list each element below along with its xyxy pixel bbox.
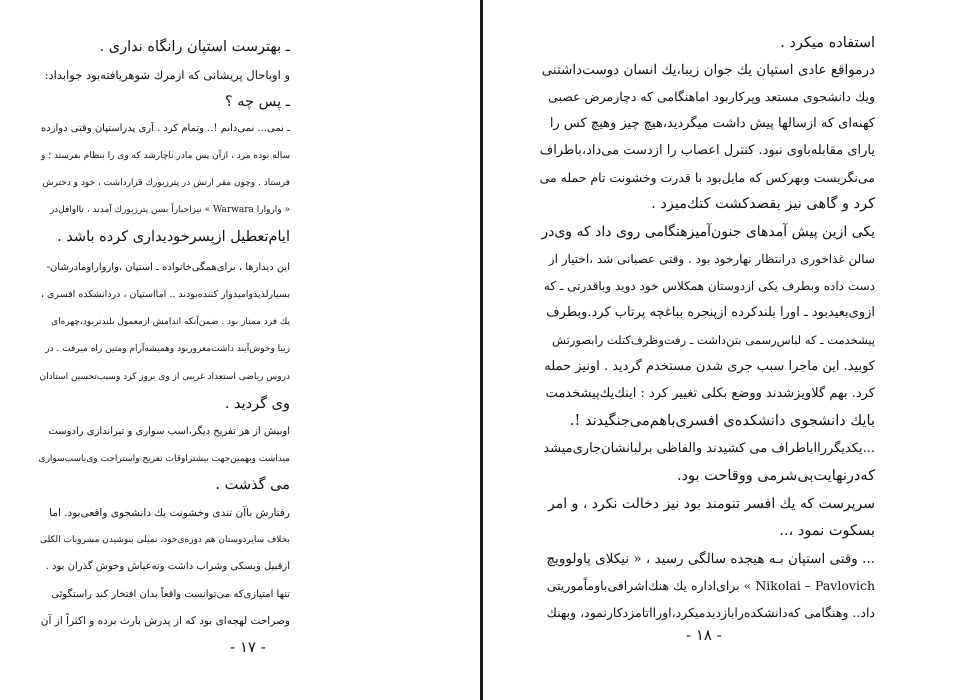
text-line: کرد. بهم گلاویزشدند ووضع بکلی تغییر کرد : اینك‌یك‌پیشخدمت bbox=[545, 386, 875, 401]
text-line: ازقبیل ویسکی وشراب داشت ونه‌عیاش وخوش گذران بود . bbox=[45, 561, 290, 572]
page-number: - ١٨ - bbox=[686, 626, 722, 644]
text-line: درمواقع عادی استپان یك جوان زیبا،یك انسان دوست‌داشتنی bbox=[541, 62, 875, 78]
right-page bbox=[483, 0, 961, 700]
text-line: کرد و گاهی نیز بقصدکشت کتك‌میزد . bbox=[651, 196, 875, 212]
text-line: این دیدارها ، برای‌همگی‌خانواده ـ استپان ،واروارا‌ومادرشان- bbox=[46, 262, 290, 273]
text-line: پیشخدمت ـ که لباس‌رسمی بتن‌داشت ـ رفت‌وظرف‌کتلت رابصورتش bbox=[551, 333, 875, 347]
text-line: « واروارا Warwara » نیزاجباراً بسن پترزبورك آمدند ، تااوافل‌در bbox=[49, 205, 290, 215]
text-line: اوبیش از هر تفریح دیگر،اسب سواری و تیراندازی رادوست bbox=[48, 426, 290, 437]
page-number: - ١٧ - bbox=[230, 638, 266, 656]
text-line: کهنه‌ای که ازسالها پیش داشت میگردید،هیچ چیز وهیچ کس را bbox=[549, 116, 875, 131]
text-line: بایك دانشجوی دانشکده‌ی افسری‌باهم‌می‌جنگیدند !. bbox=[569, 413, 875, 429]
text-line: دست داده وبطرف یکی ازدوستان همکلاس خود دوید وباقدرتی ـ که bbox=[543, 279, 875, 293]
text-line: می گذشت . bbox=[215, 477, 290, 493]
text-line: دروس ریاضی استعداد غریبی از وی بروز کرد وسبب‌تحسین استادان bbox=[39, 372, 290, 382]
text-line: ـ بهترست استپان رانگاه نداری . bbox=[99, 39, 290, 55]
text-line: ویك دانشجوی مستعد وپرکاربود اماهنگامی که دچارمرض عصبی bbox=[548, 89, 875, 104]
text-line: فرستاد . وچون مقر ارتش در پترزبورك قرارداشت ، خود و دخترش bbox=[42, 178, 290, 188]
left-page bbox=[0, 0, 480, 700]
text-line: استفاده میکرد . bbox=[780, 35, 875, 51]
text-line: سرپرست که یك افسر تنومند بود نیز دخالت نکرد ، و امر bbox=[548, 496, 875, 512]
text-line: می‌نگریست وبهرکس که مایل‌بود با قدرت وخشونت تام حمله می‌ bbox=[539, 170, 875, 185]
text-line: وصراحت لهجه‌ای بود که از پدرش بارث برده و اکثراً از آن bbox=[40, 615, 290, 627]
text-line: کوبید. این ماجرا سبب جری شدن مستخدم گردید . اونیز حمله bbox=[544, 359, 875, 374]
text-line: داد.. وهنگامی که‌دانشکده‌رابازدیدمیکرد،اورااتامزدکارنمود، وبهنك bbox=[546, 605, 875, 620]
text-line: ... وقتی استپان بـه هیجده سالگی رسید ، « نیکلای پاولوویچ bbox=[546, 551, 875, 567]
text-line: بخلاف سایردوستان هم دوره‌ی‌خود، نمیلی بنوشیدن مشروبات الکلی bbox=[39, 535, 290, 545]
text-line: ـ نمی... نمی‌دانم !.. وتمام کرد . آری پدراستپان وقتی دوازده bbox=[40, 123, 290, 134]
text-line: یارای مقابله‌باوی نبود. کنترل اعصاب را ازدست می‌داد،باطراف bbox=[539, 143, 875, 158]
text-line: یکی ازین پیش آمدهای جنون‌آمیزهنگامی روی داد که وی‌در bbox=[541, 224, 875, 240]
text-line: ...یکدیگر‌رااباطراف می کشیدند والفاظی برلبانشان‌جاری‌میشد bbox=[543, 441, 875, 456]
text-line: ـ پس چه ؟ bbox=[224, 94, 290, 110]
text-line: رفتارش باآن تندی وخشونت‌ یك دانشجوی واقعی‌بود. اما bbox=[49, 507, 290, 519]
text-line: Nikolai – Pavlovich » برای‌اداره یك هنك‌اشرافی‌باوماًموریتی bbox=[546, 578, 875, 593]
text-line: ایام‌تعطیل ازپسرخودیداری کرده باشد . bbox=[57, 229, 290, 245]
text-line: ازوی‌بعیدبود ـ اورا بلندکرده ازپنجره بباغچه پرتاب کرد.وبطرف bbox=[546, 305, 875, 320]
text-line: بسکوت نمود ،.. bbox=[779, 523, 875, 539]
text-line: ساله بوده مرد ، ازآن پس مادر ناچارشد که وی را بنظام بفرستد ؛ و bbox=[41, 151, 290, 161]
text-line: زیبا وخوش‌آیند داشت‌مغروربود وهمیشه‌آرام ومتین راه میرفت . در bbox=[45, 344, 290, 354]
text-line: تنها امتیازی‌که می‌توانست واقعاً بدان افتخار کند راستگوئی bbox=[51, 589, 290, 600]
text-line: یك فرد ممتاز بود . ضمن‌آنکه اندامش ازمعمول بلندتربود،چهره‌ای bbox=[51, 317, 290, 327]
text-line: که‌درنهایت‌بی‌شرمی ووقاحت بود. bbox=[676, 468, 875, 484]
text-line: میداشت وبهمین‌جهت بیشتراوقات تفریح واستراحت وی‌باسب‌سواری bbox=[38, 454, 290, 464]
text-line: و اوباحال پریشانی که ازمرك شوهریافته‌بود جوابداد: bbox=[44, 68, 290, 82]
text-line: بسیارلذیذوامیدوار کننده‌بودند .. امااستپان ، دردانشکده‌ افسری ، bbox=[40, 289, 290, 300]
text-line: وی گردید . bbox=[224, 396, 290, 412]
text-line: سالن غذاخوری درانتظار نهارخود بود . وقتی عصبانی شد ،اختیار از bbox=[548, 252, 875, 266]
